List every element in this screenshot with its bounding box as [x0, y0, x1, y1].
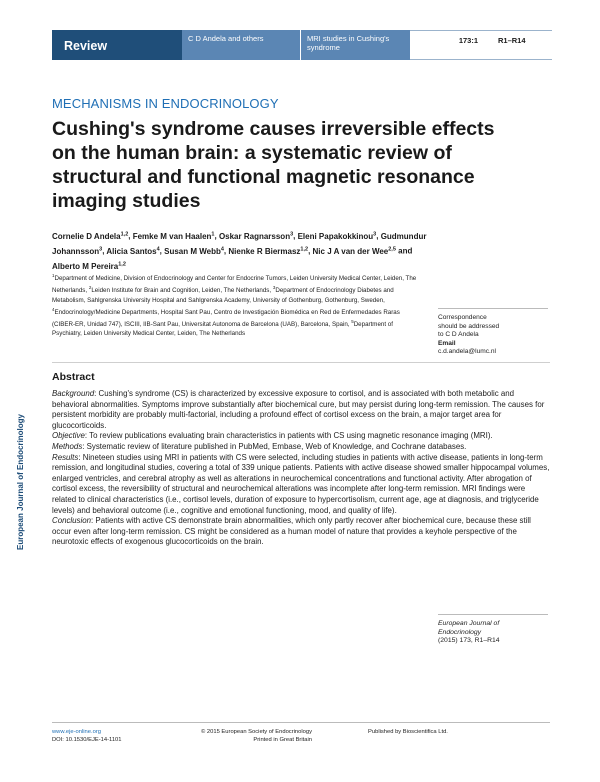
footer-left: [52, 729, 172, 744]
author: Femke M van Haalen$^1$: [132, 231, 215, 241]
page-footer: [52, 722, 550, 743]
journal-url[interactable]: www.eje-online.org: [52, 729, 101, 735]
affil-sup: 5: [351, 319, 354, 324]
abstract-text: : Nineteen studies using MRI in patients with CS were selected, including studies in patients with active disease, patients in long-term remission, and longitudinal studies, covering a total of 339 unique patients. Patients with active disease showed smaller hippocampal volumes, enlarged ventricles, and cerebral atrophy as well as alterations in neurochemical concentrations and functional activity. After abrogation of cortisol excess, the reversibility of structural and neurochemical alterations was incomplete after long-term remission. MRI findings were related to clinical characteristics (i.e., cortisol levels, duration of exposure to hypercortisolism, current age, age at diagnosis, and triglyceride levels) and behavioral outcome (i.e., cognitive and emotional functioning, mood, and quality of life).: [52, 452, 550, 515]
author: Nienke R Biermasz$^{1,2}$: [228, 246, 309, 256]
author-affil-sup: 3: [290, 231, 294, 237]
abstract-heading: Abstract: [52, 371, 95, 383]
author-affil-sup: 3: [99, 246, 103, 253]
author: Eleni Papakokkinou$^3$: [297, 231, 377, 241]
abstract-paragraph: [52, 442, 550, 453]
author-list: Cornelie D Andela$^{1,2}$, Femke M van Haalen$^1$, Oskar Ragnarsson$^3$, Eleni Papakokkinou$^3$, Gudmundur Johannsson$^3$, Alicia Santos$^4$, Susan M Webb$^4$, Nienke R Biermasz$^{1,2}$, Nic J A van der Wee$^{2,5}$ and Alberto M Pereira$^{1,2}$: [52, 231, 427, 271]
author: Oskar Ragnarsson$^3$: [218, 231, 294, 241]
abstract-label: Methods: [52, 441, 83, 451]
correspondence-line: Correspondence: [438, 314, 487, 321]
correspondence-line: to C D Andela: [438, 331, 479, 339]
abstract-text: : Cushing's syndrome (CS) is characterized by excessive exposure to cortisol, and is associated with both metabolic and behavioral abnormalities. Symptoms improve substantially after biochemical cure, but may persist during long-term remission. The causes for persistent morbidity are probably multi-factorial, including a profound effect of cortisol excess on the brain, a major target area for glucocorticoids.: [52, 389, 545, 430]
author: Susan M Webb$^4$: [164, 246, 224, 256]
correspondence-box: [438, 308, 548, 357]
affiliation: Department of Medicine, Division of Endocrinology and Center for Endocrine Tumors, Leiden University Medical Center, Leiden, The Netherlands,: [52, 275, 417, 295]
abstract-label: Objective: [52, 431, 85, 441]
affil-sup: 3: [272, 285, 276, 291]
header-volume: 173:1: [410, 30, 488, 60]
abstract-text: : Systematic review of literature published in PubMed, Embase, Web of Knowledge, and Cochrane databases.: [82, 441, 467, 451]
side-journal-text: European Journal of Endocrinology: [16, 413, 25, 550]
abstract-label: Conclusion: [52, 516, 92, 526]
author-affil-sup: 2,5: [388, 246, 396, 253]
author: Alberto M Pereira$^{1,2}$: [52, 261, 126, 271]
author-affil-sup: 1: [211, 231, 215, 237]
header-authors: C D Andela and others: [182, 30, 300, 60]
section-tag: Review: [52, 30, 182, 60]
section-label: MECHANISMS IN ENDOCRINOLOGY: [52, 96, 279, 111]
citation-journal: Endocrinology: [438, 628, 482, 636]
publisher: Published by Bioscientifica Ltd.: [368, 729, 448, 735]
citation-journal: European Journal of: [438, 620, 500, 627]
affiliation: Department of Psychiatry, Leiden University Medical Center, Leiden, The Netherlands: [52, 321, 393, 338]
author-affil-sup: 1,2: [120, 231, 129, 237]
side-journal-label: [16, 250, 36, 550]
author-affil-sup: 3: [373, 231, 377, 237]
affiliation: Leiden Institute for Brain and Cognition, Leiden, The Netherlands,: [91, 287, 273, 295]
abstract-label: Results: [52, 452, 79, 462]
header-pages: R1–R14: [488, 30, 552, 60]
divider: [52, 362, 550, 363]
footer-middle: [172, 729, 312, 744]
copyright: © 2015 European Society of Endocrinology: [201, 729, 312, 735]
abstract-body: [52, 389, 550, 548]
abstract-paragraph: [52, 453, 550, 517]
author: Gudmundur Johannsson$^3$: [52, 231, 427, 256]
abstract-paragraph: [52, 389, 550, 431]
abstract-paragraph: [52, 431, 550, 442]
correspondence-line: should be addressed: [438, 322, 500, 330]
abstract-text: : To review publications evaluating brain characteristics in patients with CS using magnetic resonance imaging (MRI).: [84, 431, 493, 441]
author-affil-sup: 1,2: [118, 261, 126, 268]
doi: DOI: 10.1530/EJE-14-1101: [52, 736, 122, 743]
abstract-label: Background: [52, 389, 95, 398]
running-header: [52, 30, 552, 60]
affil-sup: 1: [52, 273, 55, 278]
author: Nic J A van der Wee$^{2,5}$: [312, 246, 396, 256]
affil-sup: 4: [52, 306, 55, 312]
printed: Printed in Great Britain: [253, 736, 312, 743]
author-affil-sup: 4: [220, 246, 224, 253]
header-topic: MRI studies in Cushing's syndrome: [300, 30, 410, 60]
author: Cornelie D Andela$^{1,2}$: [52, 231, 129, 241]
abstract-text: : Patients with active CS demonstrate brain abnormalities, which only partly recover after biochemical cure, because these still occur even after long-term remission. CS might be considered as a human model of nature that provides a keyhole perspective of the neurotoxic effects of exogenous glucocorticoids on the brain.: [52, 516, 531, 547]
email-address[interactable]: c.d.andela@lumc.nl: [438, 348, 497, 356]
author: Alicia Santos$^4$: [106, 246, 160, 256]
abstract-paragraph: [52, 516, 550, 548]
affiliations: [52, 271, 422, 338]
affil-sup: 2: [88, 285, 92, 291]
affiliation: Department of Endocrinology Diabetes and Metabolism, Sahlgrenska University Hospital and Sahlgrenska Academy, University of Gothenburg, Gothenburg, Sweden,: [52, 287, 394, 304]
citation-ref: (2015) 173, R1–R14: [438, 637, 500, 645]
article-title: Cushing's syndrome causes irreversible effects on the human brain: a systematic review of structural and functional magnetic resonance imaging studies: [52, 118, 495, 212]
citation-box: [438, 614, 548, 646]
author-affil-sup: 4: [156, 246, 160, 253]
affiliation: Endocrinology/Medicine Departments, Hospital Sant Pau, Centro de Investigación Biomédica en Red de Enfermedades Raras (CIBER-ER, Unidad 747), ISCIII, IIB-Sant Pau, Universitat Autonoma de Barcelona (UAB), Barcelona, Spain,: [52, 308, 400, 329]
author-affil-sup: 1,2: [300, 246, 309, 253]
email-label: Email: [438, 339, 456, 347]
